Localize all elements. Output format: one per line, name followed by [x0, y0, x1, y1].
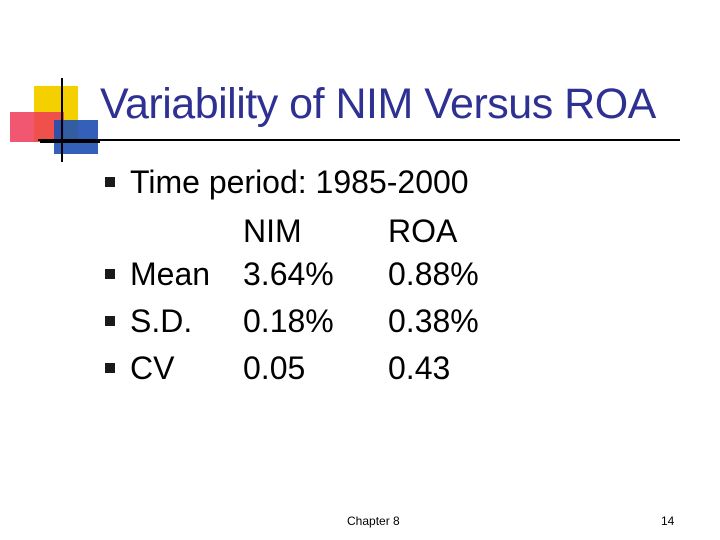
- bullet-row-time-period: [0, 158, 720, 206]
- bullet-label: Time period: 1985-2000: [130, 164, 469, 200]
- bullet-row-cv: [0, 344, 720, 392]
- cv-nim-value: 0.05: [243, 350, 306, 386]
- row-label-mean: Mean: [130, 256, 211, 292]
- bullet-row-mean: [0, 250, 720, 298]
- bullet-square-icon: [105, 316, 115, 326]
- mean-nim-value: 3.64%: [243, 256, 334, 292]
- cv-roa-value: 0.43: [388, 350, 451, 386]
- table-header-row: [0, 207, 720, 255]
- bullet-square-icon: [105, 177, 115, 187]
- footer-page-number: 14: [661, 514, 675, 528]
- mean-roa-value: 0.88%: [388, 256, 479, 292]
- bullet-square-icon: [105, 363, 115, 373]
- sd-roa-value: 0.38%: [388, 303, 479, 339]
- footer-chapter: Chapter 8: [347, 514, 400, 528]
- row-label-cv: CV: [130, 350, 175, 386]
- column-header-roa: ROA: [388, 213, 458, 249]
- column-header-nim: NIM: [243, 213, 302, 249]
- slide-title: Variability of NIM Versus ROA: [100, 80, 656, 128]
- bullet-row-sd: [0, 297, 720, 345]
- sd-nim-value: 0.18%: [243, 303, 334, 339]
- row-label-sd: S.D.: [130, 303, 193, 339]
- bullet-square-icon: [105, 269, 115, 279]
